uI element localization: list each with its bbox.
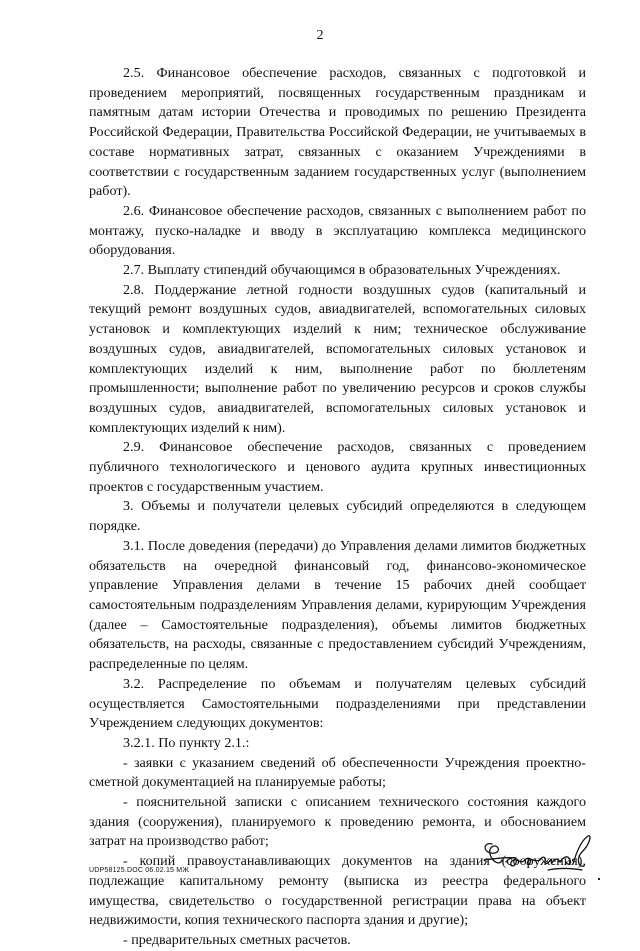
paragraph-2-6: 2.6. Финансовое обеспечение расходов, связанных с выполнением работ по монтажу, пуско-наладке и вводу в эксплуатацию комплекса медицинского оборудования. xyxy=(89,202,586,259)
paragraph-2-9: 2.9. Финансовое обеспечение расходов, связанных с проведением публичного технологического и ценового аудита крупных инвестиционных проектов с государственным участием. xyxy=(89,439,586,495)
paragraph-3: 3. Объемы и получатели целевых субсидий определяются в следующем порядке. xyxy=(89,498,586,535)
paragraph-3-2: 3.2. Распределение по объемам и получателям целевых субсидий осуществляется Самостоятельными подразделениями при представлении Учреждением следующих документов: xyxy=(89,675,586,732)
list-item-explanatory-note: - пояснительной записки с описанием технического состояния каждого здания (сооружения), планируемого к проведению ремонта, и обоснованием затрат на производство работ; xyxy=(89,794,586,850)
paragraph-3-2-1: 3.2.1. По пункту 2.1.: xyxy=(123,734,250,751)
handwritten-signature xyxy=(478,830,604,878)
list-item-application: - заявки с указанием сведений об обеспеченности Учреждения проектно-сметной документацией на планируемые работы; xyxy=(89,754,586,791)
page-number: 2 xyxy=(316,28,324,43)
scan-speck xyxy=(598,878,600,880)
paragraph-2-8: 2.8. Поддержание летной годности воздушных судов (капитальный и текущий ремонт воздушных судов, авиадвигателей, вспомогательных силовых установок и комплектующих изделий к ним; техническое обслуживание воздушных судов, авиадвигателей, вспомогательных силовых установок и комплектующих изделий к ним, выполнение работ по бюллетеням промышленности; выполнение работ по увеличению ресурсов и сроков службы воздушных судов, авиадвигателей, вспомогательных силовых установок и комплектующих изделий к ним). xyxy=(89,281,586,436)
list-item-estimates: - предварительных сметных расчетов. xyxy=(123,931,351,948)
paragraph-2-5: 2.5. Финансовое обеспечение расходов, связанных с подготовкой и проведением мероприятий, посвященных государственным праздникам и памятным датам истории Отечества и проводимых по решению Президента Российской Федерации, Правительства Российской Федерации, не учитываемых в составе нормативных затрат, связанных с оказанием Учреждениями в соответствии с государственным заданием государственных услуг (выполнением работ). xyxy=(89,65,586,200)
paragraph-2-7: 2.7. Выплату стипендий обучающимся в образовательных Учреждениях. xyxy=(123,262,561,279)
list-item-title-documents: - копий правоустанавливающих документов на здания (сооружения), подлежащие капитальному ремонту (выписка из реестра федерального имущества, свидетельство о государственной регистрации права на объект недвижимости, копия технического паспорта здания и другие); xyxy=(89,853,586,929)
paragraph-3-1: 3.1. После доведения (передачи) до Управления делами лимитов бюджетных обязательств на очередной финансовый год, финансово-экономическое управление Управления делами в течение 15 рабочих дней сообщает самостоятельным подразделениям Управления делами, курирующим Учреждения (далее – Самостоятельные подразделения), объемы лимитов бюджетных обязательств, на расходы, связанные с предоставлением субсидий Учреждениям, распределенные по целям. xyxy=(89,537,586,673)
document-footer-code: UDP58125.DOC 06.02.15 МЖ xyxy=(89,867,189,874)
document-body xyxy=(89,64,586,951)
